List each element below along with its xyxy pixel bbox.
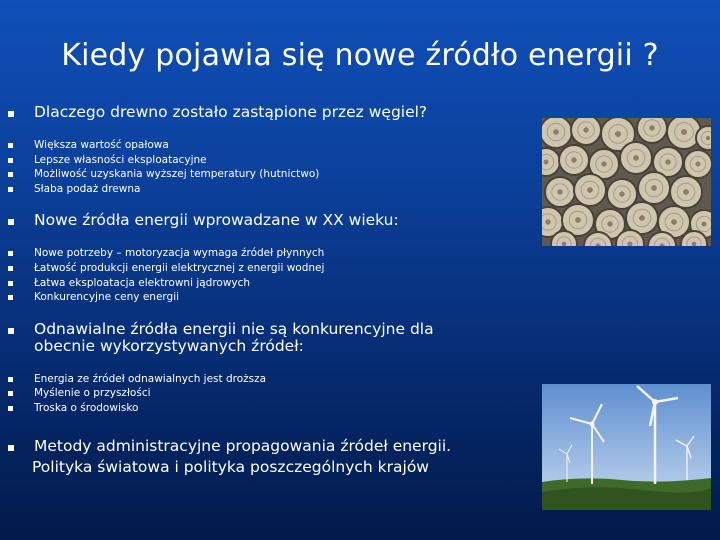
bullet-list (8, 246, 528, 304)
bullet-icon (8, 406, 13, 411)
list-item (8, 246, 528, 261)
list-item-text: Łatwość produkcji energii elektrycznej z energii wodnej (34, 261, 325, 274)
bullet-icon (8, 328, 14, 334)
list-item-text: Możliwość uzyskania wyższej temperatury (hutnictwo) (34, 168, 320, 181)
list-item (8, 261, 528, 276)
list-item (8, 386, 528, 401)
wind-turbines-icon (542, 384, 711, 510)
bullet-icon (8, 377, 13, 382)
wind-turbines-photo (542, 384, 711, 510)
bullet-icon (8, 172, 13, 177)
section-heading (8, 104, 528, 121)
bullet-icon (8, 281, 13, 286)
list-item-text: Nowe potrzeby – motoryzacja wymaga źródeł płynnych (34, 247, 325, 260)
list-item-text: Konkurencyjne ceny energii (34, 291, 180, 304)
list-item-text: Łatwa eksploatacja elektrowni jądrowych (34, 276, 251, 289)
bullet-list (8, 138, 528, 196)
bullet-icon (8, 251, 13, 256)
list-item-text: Troska o środowisko (34, 401, 139, 414)
list-item (8, 401, 528, 416)
list-item-text: Większa wartość opałowa (34, 139, 169, 151)
section-heading (8, 438, 528, 476)
list-item-text: Lepsze własności eksploatacyjne (34, 153, 207, 166)
heading-text-line2: obecnie wykorzystywanych źródeł: (34, 336, 304, 355)
list-item (8, 372, 528, 387)
bullet-icon (8, 111, 14, 117)
list-item (8, 276, 528, 291)
list-item-text: Słaba podaż drewna (34, 182, 141, 195)
heading-text-line1: Odnawialne źródła energii nie są konkurencyjne dla (34, 319, 434, 338)
bullet-icon (8, 391, 13, 396)
heading-text-line2: Polityka światowa i polityka poszczególnych krajów (32, 457, 429, 476)
heading-text: Nowe źródła energii wprowadzane w XX wieku: (34, 211, 399, 230)
log-pile-icon (542, 118, 711, 246)
slide-content (8, 104, 528, 476)
list-item (8, 290, 528, 305)
list-item-text: Energia ze źródeł odnawialnych jest droższa (34, 372, 267, 385)
bullet-icon (8, 143, 13, 148)
bullet-icon (8, 295, 13, 300)
heading-text-line1: Metody administracyjne propagowania źródeł energii. (34, 436, 452, 455)
log-pile-photo (542, 118, 711, 246)
list-item (8, 167, 528, 182)
bullet-icon (8, 445, 14, 451)
list-item (8, 138, 528, 153)
bullet-list (8, 372, 528, 416)
list-item-text: Myślenie o przyszłości (34, 387, 151, 400)
bullet-icon (8, 158, 13, 163)
list-item (8, 182, 528, 197)
section-heading (8, 321, 528, 355)
bullet-icon (8, 187, 13, 192)
bullet-icon (8, 219, 14, 225)
bullet-icon (8, 266, 13, 271)
slide-title: Kiedy pojawia się nowe źródło energii ? (61, 38, 659, 73)
list-item (8, 153, 528, 168)
section-heading (8, 212, 528, 229)
heading-text: Dlaczego drewno zostało zastąpione przez węgiel? (34, 103, 428, 121)
